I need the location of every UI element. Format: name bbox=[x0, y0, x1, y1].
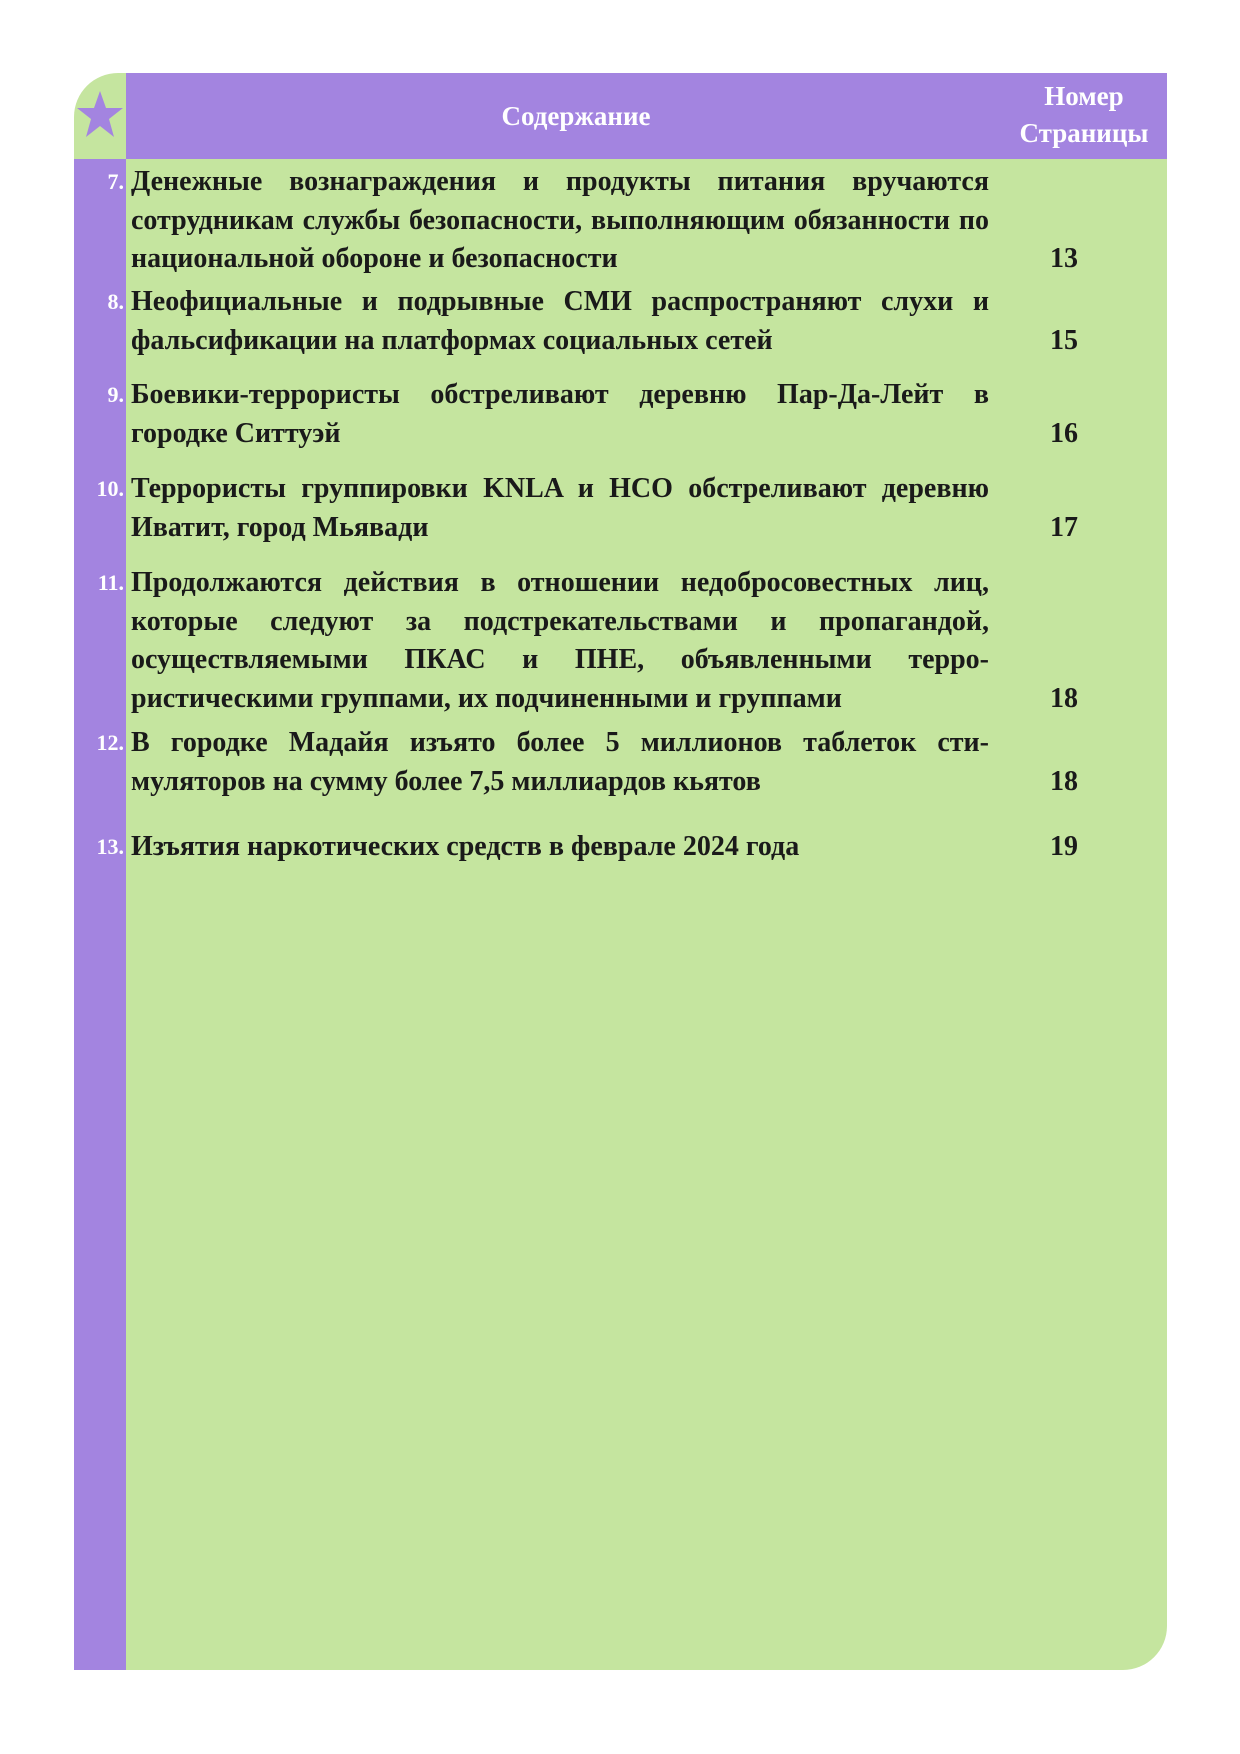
entry-title: Изъятия наркотических средств в феврале 2024 года bbox=[131, 831, 800, 862]
entry-title: Неофициальные и подрывные СМИ распространяют слухи и фальсификации на платформах социальных сетей bbox=[131, 286, 989, 356]
entry-title: Боевики-террористы обстреливают деревню Пар-Да-Лейт в городке Ситтуэй bbox=[131, 379, 989, 449]
entry-number: 8. bbox=[107, 289, 124, 314]
entry-title: Денежные вознаграждения и продукты питания вручаются сотрудникам службы безопасности, выполняющим обязанности по национальной обороне и безопасности bbox=[131, 166, 989, 274]
page-number-heading bbox=[1009, 78, 1159, 152]
contents-heading: Содержание bbox=[501, 100, 651, 131]
entry-number: 12. bbox=[96, 730, 124, 755]
entry-title: Террористы группировки KNLA и НСО обстреливают деревню Иватит, город Мьявади bbox=[131, 473, 989, 543]
entry-page: 13 bbox=[1050, 243, 1078, 274]
contents-panel bbox=[74, 73, 1167, 1670]
entry-number: 9. bbox=[107, 382, 124, 407]
page-heading-line2: Страницы bbox=[1019, 118, 1149, 148]
entry-page: 18 bbox=[1050, 683, 1078, 714]
page-heading-line1: Номер bbox=[1044, 81, 1124, 111]
entry-title: В городке Мадайя изъято более 5 миллионов таблеток стимуляторов на сумму более 7,5 миллиардов кьятов bbox=[131, 727, 989, 797]
entry-title: Продолжаются действия в отношении недобросовестных лиц, которые следуют за подстрекательствами и пропагандой, осуществляемыми ПКАС и ПНЕ, объявленными террористическими группами, их подчиненными и группами bbox=[131, 567, 989, 714]
entry-page: 17 bbox=[1050, 512, 1078, 543]
entry-page: 18 bbox=[1050, 766, 1078, 797]
star-icon bbox=[76, 89, 124, 141]
entry-number: 7. bbox=[107, 169, 124, 194]
entry-number: 11. bbox=[97, 570, 124, 595]
entry-number: 10. bbox=[96, 476, 124, 501]
entry-page: 19 bbox=[1050, 831, 1078, 862]
entry-page: 15 bbox=[1050, 325, 1078, 356]
entry-page: 16 bbox=[1050, 418, 1078, 449]
entry-number: 13. bbox=[96, 834, 124, 859]
star-badge bbox=[74, 73, 126, 159]
